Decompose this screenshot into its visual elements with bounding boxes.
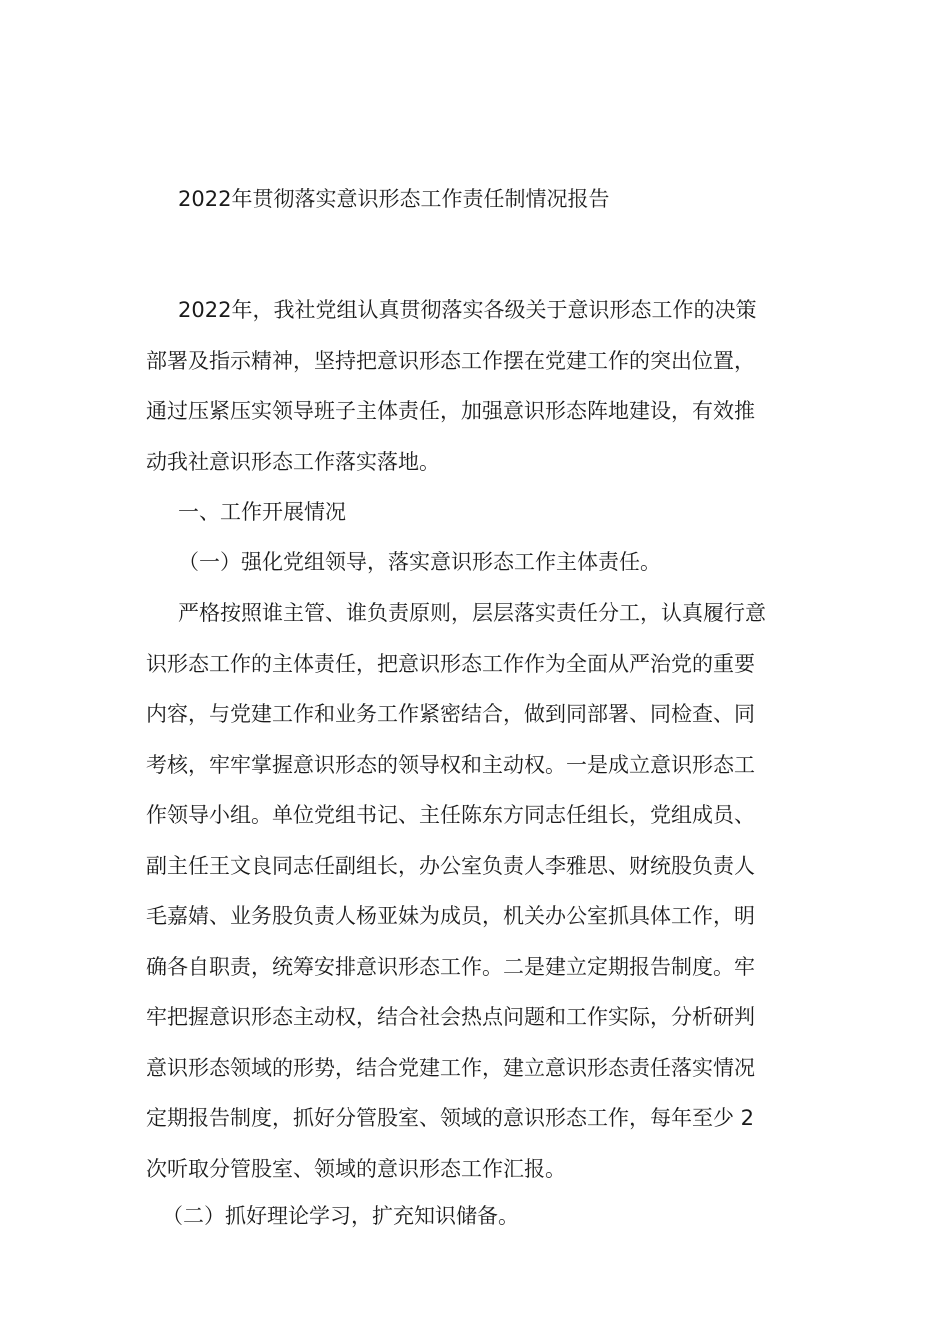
intro-line: 通过压紧压实领导班子主体责任，加强意识形态阵地建设，有效推 [146,399,755,423]
body-line: 内容，与党建工作和业务工作紧密结合，做到同部署、同检查、同 [146,702,755,726]
subsection-1-paragraph [146,588,810,1194]
subsection-2-heading: （二）抓好理论学习，扩充知识储备。 [162,1204,519,1228]
body-line: 副主任王文良同志任副组长，办公室负责人李雅思、财统股负责人 [146,853,755,878]
body-line: 作领导小组。单位党组书记、主任陈东方同志任组长，党组成员、 [146,803,755,827]
intro-line: 动我社意识形态工作落实落地。 [146,449,440,474]
body-line: 考核，牢牢掌握意识形态的领导权和主动权。一是成立意识形态工 [146,752,755,777]
body-line: 定期报告制度，抓好分管股室、领域的意识形态工作，每年至少 2 [146,1106,755,1130]
body-line: 牢把握意识形态主动权，结合社会热点问题和工作实际，分析研判 [146,1005,755,1029]
body-line: 严格按照谁主管、谁负责原则，层层落实责任分工，认真履行意 [178,601,766,625]
subsection-heading [146,537,810,588]
subsection-heading [146,1191,810,1242]
document-title: 2022年贯彻落实意识形态工作责任制情况报告 [178,187,610,211]
body-line: 确各自职责，统筹安排意识形态工作。二是建立定期报告制度。牢 [146,954,755,979]
section-1-heading: 一、工作开展情况 [178,500,346,524]
intro-line: 部署及指示精神，坚持把意识形态工作摆在党建工作的突出位置， [146,348,755,373]
body-line: 毛嘉婧、业务股负责人杨亚妹为成员，机关办公室抓具体工作，明 [146,904,755,928]
body-line: 识形态工作的主体责任，把意识形态工作作为全面从严治党的重要 [146,651,755,676]
intro-paragraph [146,285,810,487]
subsection-1-heading: （一）强化党组领导，落实意识形态工作主体责任。 [178,550,661,574]
body-line: 次听取分管股室、领域的意识形态工作汇报。 [146,1156,566,1181]
body-line: 意识形态领域的形势，结合党建工作，建立意识形态责任落实情况 [146,1055,755,1080]
section-heading [146,487,810,538]
intro-line: 2022年，我社党组认真贯彻落实各级关于意识形态工作的决策 [178,298,757,322]
